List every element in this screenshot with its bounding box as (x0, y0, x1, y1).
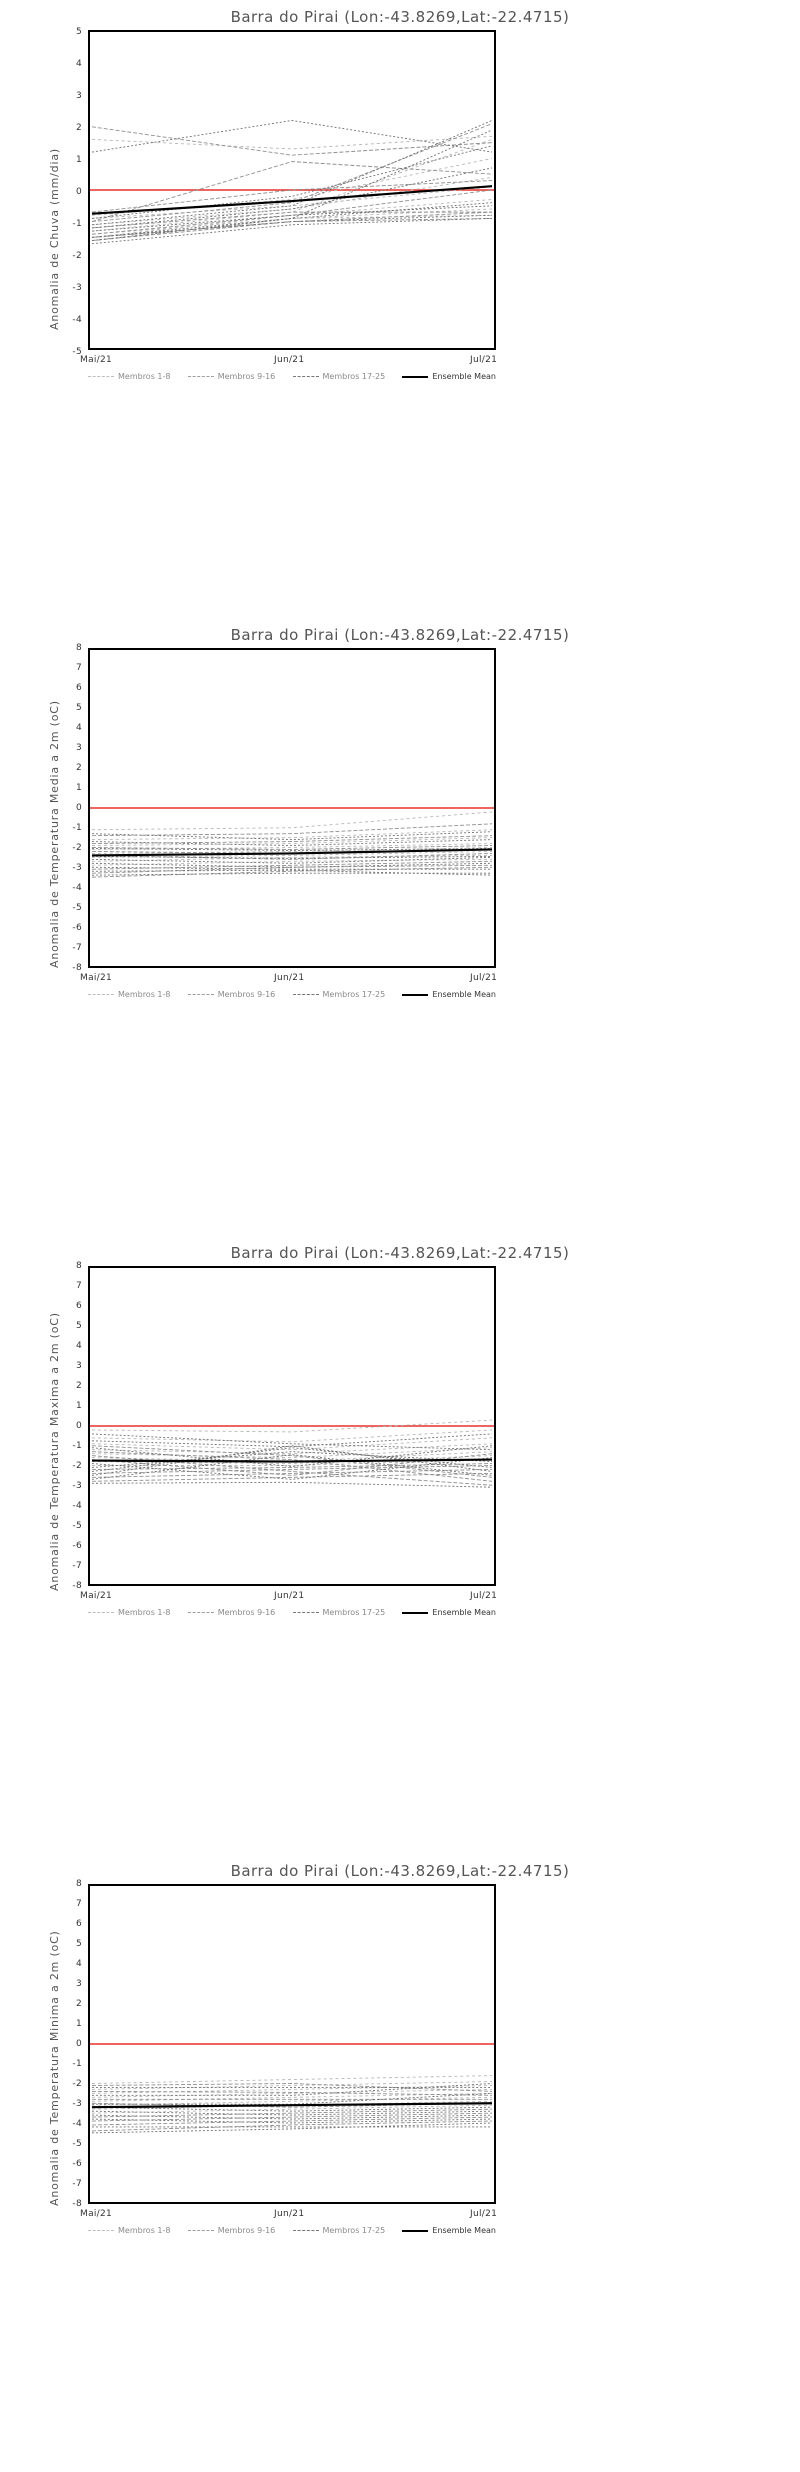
x-tick: Jun/21 (274, 973, 305, 983)
y-tick: 6 (75, 1919, 82, 1929)
y-tick: -3 (72, 863, 82, 873)
legend-swatch-icon (88, 994, 114, 995)
y-tick: -3 (72, 283, 82, 293)
legend-item-membros-17-25 (293, 990, 386, 999)
y-tick: 0 (75, 2039, 82, 2049)
y-axis-label-temperatura-media: Anomalia de Temperatura Media a 2m (oC) (48, 700, 61, 968)
legend-label: Membros 1-8 (118, 372, 171, 381)
y-tick: -1 (72, 1441, 82, 1451)
y-tick: 2 (75, 1381, 82, 1391)
y-tick: 7 (75, 663, 82, 673)
y-tick: -6 (72, 1541, 82, 1551)
legend-temperatura-media (88, 990, 496, 999)
legend-swatch-icon (293, 2230, 319, 2231)
x-tick: Mai/21 (80, 355, 113, 365)
y-tick: -4 (72, 1501, 82, 1511)
legend-swatch-icon (402, 2230, 428, 2232)
y-tick: 3 (75, 743, 82, 753)
legend-item-membros-17-25 (293, 2226, 386, 2235)
series-line (92, 865, 492, 873)
panel-temperatura-media (0, 618, 800, 1236)
legend-swatch-icon (88, 1612, 114, 1613)
y-tick: -6 (72, 923, 82, 933)
legend-swatch-icon (188, 376, 214, 377)
y-tick: -8 (72, 963, 82, 973)
y-tick: -2 (72, 843, 82, 853)
y-tick: -3 (72, 2099, 82, 2109)
y-tick: 6 (75, 1301, 82, 1311)
legend-swatch-icon (402, 376, 428, 378)
legend-swatch-icon (188, 2230, 214, 2231)
legend-label: Membros 17-25 (322, 2226, 386, 2235)
y-tick: 1 (75, 1401, 82, 1411)
y-tick: 3 (75, 1361, 82, 1371)
x-tick: Jul/21 (470, 355, 498, 365)
y-tick: -1 (72, 823, 82, 833)
x-tick: Jul/21 (470, 2209, 498, 2219)
legend-label: Membros 17-25 (322, 1608, 386, 1617)
y-tick: 1 (75, 155, 82, 165)
legend-item-membros-9-16 (188, 1608, 276, 1617)
legend-item-ensemble-mean (402, 372, 496, 381)
y-tick: -2 (72, 251, 82, 261)
legend-label: Membros 9-16 (217, 990, 276, 999)
y-tick: 5 (75, 1939, 82, 1949)
legend-item-membros-9-16 (188, 372, 276, 381)
plot-area-temperatura-maxima (88, 1266, 496, 1586)
legend-label: Ensemble Mean (432, 990, 496, 999)
y-tick: -4 (72, 883, 82, 893)
legend-swatch-icon (402, 994, 428, 996)
legend-swatch-icon (188, 994, 214, 995)
series-lines-temperatura-maxima (90, 1268, 494, 1584)
y-axis-label-temperatura-maxima: Anomalia de Temperatura Maxima a 2m (oC) (48, 1312, 61, 1591)
y-axis-label-precipitation: Anomalia de Chuva (mm/dia) (48, 148, 61, 330)
y-tick: -6 (72, 2159, 82, 2169)
legend-swatch-icon (293, 1612, 319, 1613)
legend-label: Ensemble Mean (432, 372, 496, 381)
y-tick: -8 (72, 2199, 82, 2209)
legend-item-membros-1-8 (88, 990, 170, 999)
legend-label: Membros 1-8 (118, 990, 171, 999)
legend-item-ensemble-mean (402, 2226, 496, 2235)
x-tick: Jun/21 (274, 2209, 305, 2219)
legend-label: Membros 1-8 (118, 2226, 171, 2235)
series-line (92, 2089, 492, 2097)
series-line (92, 867, 492, 877)
legend-item-membros-17-25 (293, 1608, 386, 1617)
y-tick: -5 (72, 903, 82, 913)
y-tick: -1 (72, 219, 82, 229)
panel-temperatura-maxima (0, 1236, 800, 1854)
legend-item-membros-1-8 (88, 2226, 170, 2235)
legend-item-ensemble-mean (402, 990, 496, 999)
legend-label: Ensemble Mean (432, 2226, 496, 2235)
series-line (92, 2121, 492, 2131)
legend-swatch-icon (293, 376, 319, 377)
y-tick: 5 (75, 1321, 82, 1331)
series-line (92, 1430, 492, 1442)
legend-item-membros-1-8 (88, 372, 170, 381)
panel-title-precipitation: Barra do Pirai (Lon:-43.8269,Lat:-22.4715) (230, 8, 570, 26)
legend-label: Ensemble Mean (432, 1608, 496, 1617)
legend-temperatura-maxima (88, 1608, 496, 1617)
series-line (92, 856, 492, 858)
y-tick: -5 (72, 347, 82, 357)
series-line (92, 873, 492, 875)
y-tick: 2 (75, 1999, 82, 2009)
series-line (92, 1482, 492, 1487)
x-tick: Mai/21 (80, 2209, 113, 2219)
y-tick: 5 (75, 703, 82, 713)
y-tick: 4 (75, 1959, 82, 1969)
plot-area-precipitation (88, 30, 496, 350)
series-line (92, 2091, 492, 2095)
y-axis-label-temperatura-minima: Anomalia de Temperatura Minima a 2m (oC) (48, 1930, 61, 2206)
y-tick: 3 (75, 91, 82, 101)
series-line (92, 1438, 492, 1450)
legend-swatch-icon (293, 994, 319, 995)
y-tick: 6 (75, 683, 82, 693)
y-tick: -7 (72, 943, 82, 953)
series-lines-precipitation (90, 32, 494, 348)
x-tick: Jun/21 (274, 1591, 305, 1601)
y-tick: 4 (75, 59, 82, 69)
series-line (92, 832, 492, 840)
panel-temperatura-minima (0, 1854, 800, 2472)
plot-area-temperatura-minima (88, 1884, 496, 2204)
y-tick: -7 (72, 1561, 82, 1571)
legend-label: Membros 9-16 (217, 372, 276, 381)
legend-label: Membros 17-25 (322, 990, 386, 999)
series-line (92, 2117, 492, 2125)
y-tick: 2 (75, 763, 82, 773)
y-tick: 8 (75, 643, 82, 653)
y-tick: 2 (75, 123, 82, 133)
legend-label: Membros 1-8 (118, 1608, 171, 1617)
y-tick: -3 (72, 1481, 82, 1491)
legend-swatch-icon (188, 1612, 214, 1613)
series-line (92, 824, 492, 836)
y-tick: 0 (75, 803, 82, 813)
y-tick: 0 (75, 1421, 82, 1431)
legend-label: Membros 17-25 (322, 372, 386, 381)
panel-title-temperatura-maxima: Barra do Pirai (Lon:-43.8269,Lat:-22.4715) (230, 1244, 570, 1262)
legend-precipitation (88, 372, 496, 381)
legend-item-membros-17-25 (293, 372, 386, 381)
y-tick: -2 (72, 2079, 82, 2089)
y-tick: -5 (72, 2139, 82, 2149)
legend-swatch-icon (402, 1612, 428, 1614)
y-tick: 3 (75, 1979, 82, 1989)
y-tick: 8 (75, 1879, 82, 1889)
panel-title-temperatura-minima: Barra do Pirai (Lon:-43.8269,Lat:-22.4715) (230, 1862, 570, 1880)
y-tick: 4 (75, 1341, 82, 1351)
y-tick: 4 (75, 723, 82, 733)
x-tick: Jul/21 (470, 1591, 498, 1601)
series-line (92, 2123, 492, 2133)
x-tick: Mai/21 (80, 1591, 113, 1601)
y-tick: 1 (75, 2019, 82, 2029)
legend-swatch-icon (88, 376, 114, 377)
y-tick: -2 (72, 1461, 82, 1471)
series-lines-temperatura-media (90, 650, 494, 966)
legend-item-ensemble-mean (402, 1608, 496, 1617)
y-tick: -4 (72, 2119, 82, 2129)
legend-item-membros-1-8 (88, 1608, 170, 1617)
y-tick: -7 (72, 2179, 82, 2189)
panel-precipitation (0, 0, 800, 618)
series-lines-temperatura-minima (90, 1886, 494, 2202)
y-tick: 7 (75, 1899, 82, 1909)
series-line (92, 124, 492, 222)
y-tick: 5 (75, 27, 82, 37)
y-tick: 0 (75, 187, 82, 197)
panel-title-temperatura-media: Barra do Pirai (Lon:-43.8269,Lat:-22.4715) (230, 626, 570, 644)
y-tick: -8 (72, 1581, 82, 1591)
legend-swatch-icon (88, 2230, 114, 2231)
series-line (92, 158, 492, 215)
y-tick: 8 (75, 1261, 82, 1271)
y-tick: -5 (72, 1521, 82, 1531)
series-line (92, 127, 492, 155)
legend-label: Membros 9-16 (217, 1608, 276, 1617)
x-tick: Mai/21 (80, 973, 113, 983)
plot-area-temperatura-media (88, 648, 496, 968)
x-tick: Jul/21 (470, 973, 498, 983)
legend-item-membros-9-16 (188, 2226, 276, 2235)
series-line (92, 1434, 492, 1447)
legend-temperatura-minima (88, 2226, 496, 2235)
y-tick: -1 (72, 2059, 82, 2069)
legend-item-membros-9-16 (188, 990, 276, 999)
series-line (92, 1448, 492, 1458)
x-tick: Jun/21 (274, 355, 305, 365)
y-tick: 7 (75, 1281, 82, 1291)
y-tick: 1 (75, 783, 82, 793)
legend-label: Membros 9-16 (217, 2226, 276, 2235)
y-tick: -4 (72, 315, 82, 325)
